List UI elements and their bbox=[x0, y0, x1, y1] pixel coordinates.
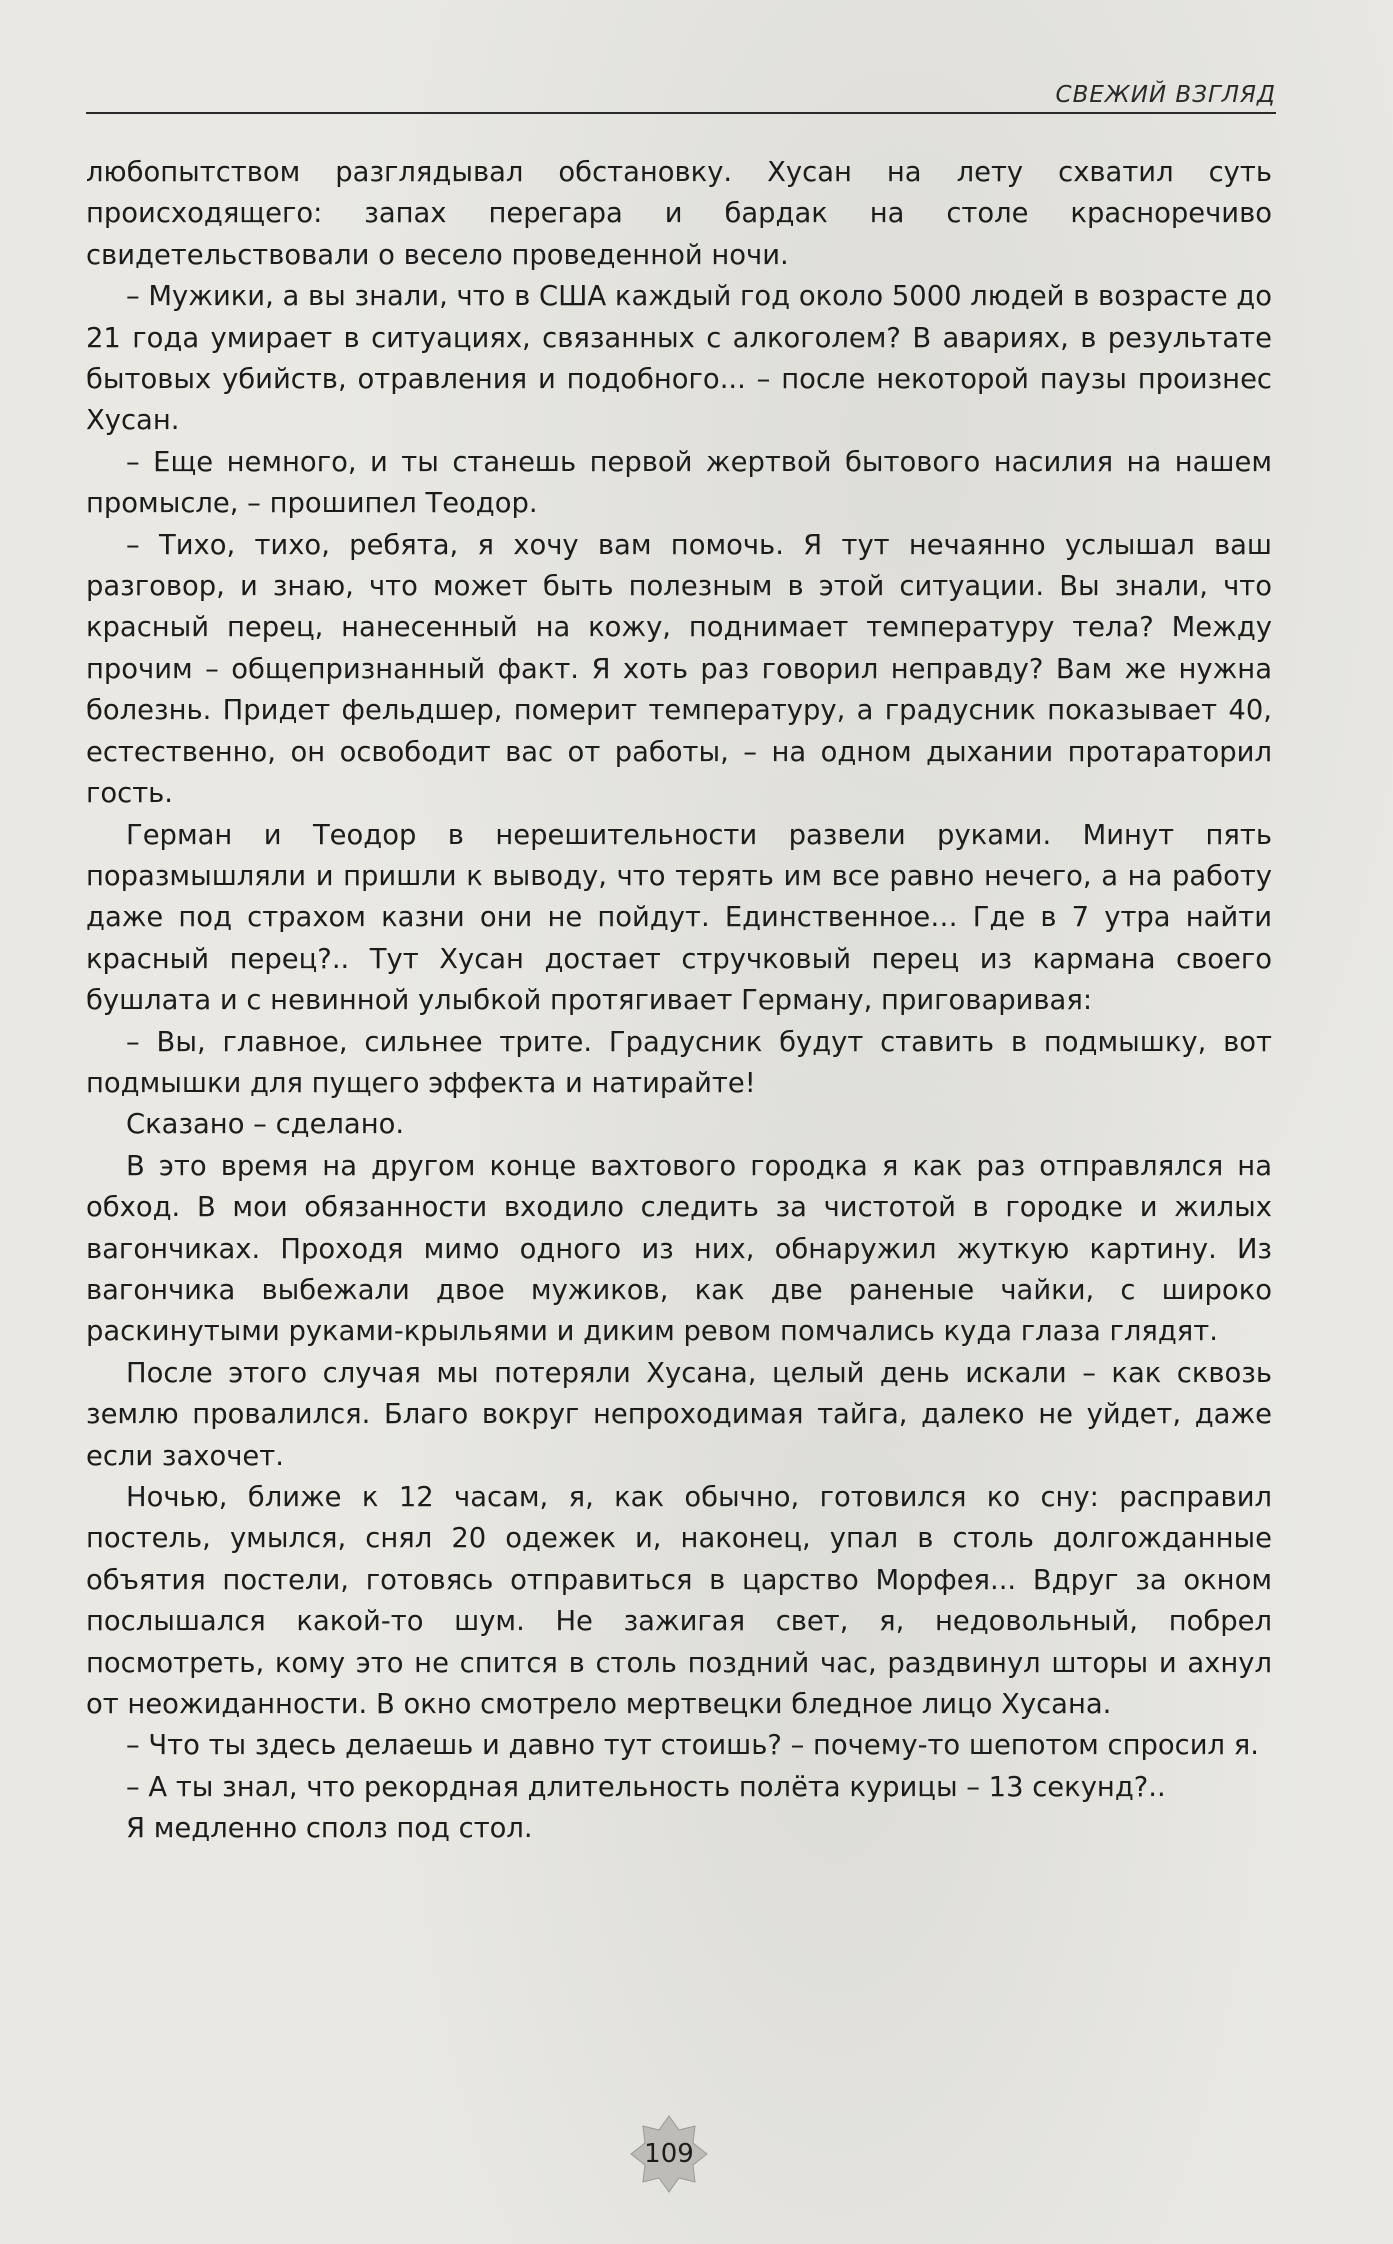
paragraph: любопытством разглядывал обстановку. Хусан на лету схватил суть происходящего: запах перегара и бардак на столе красноречиво свидетельствовали о весело проведенной ночи. bbox=[86, 157, 1272, 271]
paragraph: – Вы, главное, сильнее трите. Градусник будут ставить в подмышку, вот подмышки для пущего эффекта и натирайте! bbox=[86, 1026, 1272, 1099]
paragraph: После этого случая мы потеряли Хусана, целый день искали – как сквозь землю провалился. Благо вокруг непроходимая тайга, далеко не уйдет, даже если захочет. bbox=[86, 1357, 1272, 1472]
paragraph: – Что ты здесь делаешь и давно тут стоишь? – почему-то шепотом спросил я. bbox=[126, 1730, 1259, 1762]
paragraph: – Тихо, тихо, ребята, я хочу вам помочь. Я тут нечаянно услышал ваш разговор, и знаю, что может быть полезным в этой ситуации. Вы знали, что красный перец, нанесенный на кожу, поднимает температуру тела? Между прочим – общепризнанный факт. Я хоть раз говорил неправду? Вам же нужна болезнь. Придет фельдшер, померит температуру, а градусник показывает 40, естественно, он освободит вас от работы, – на одном дыхании протараторил гость. bbox=[86, 529, 1272, 810]
header-rule bbox=[86, 112, 1276, 114]
paragraph: Герман и Теодор в нерешительности развели руками. Минут пять поразмышляли и пришли к выводу, что терять им все равно нечего, а на работу даже под страхом казни они не пойдут. Единственное… Где в 7 утра найти красный перец?.. Тут Хусан достает стручковый перец из кармана своего бушлата и с невинной улыбкой протягивает Герману, приговаривая: bbox=[86, 819, 1272, 1017]
paragraph: – Мужики, а вы знали, что в США каждый год около 5000 людей в возрасте до 21 года умирает в ситуациях, связанных с алкоголем? В авариях, в результате бытовых убийств, отравления и подобного... – после некоторой паузы произнес Хусан. bbox=[86, 281, 1272, 437]
body-text bbox=[86, 152, 1272, 1850]
page-number: 109 bbox=[644, 2139, 694, 2169]
paragraph: В это время на другом конце вахтового городка я как раз отправлялся на обход. В мои обязанности входило следить за чистотой в городке и жилых вагончиках. Проходя мимо одного из них, обнаружил жуткую картину. Из вагончика выбежали двое мужиков, как две раненые чайки, с широко раскинутыми руками-крыльями и диким ревом помчались куда глаза глядят. bbox=[86, 1150, 1272, 1348]
page-number-badge bbox=[629, 2114, 709, 2194]
running-head: СВЕЖИЙ ВЗГЛЯД bbox=[1055, 82, 1276, 108]
paragraph: – Еще немного, и ты станешь первой жертвой бытового насилия на нашем промысле, – прошипел Теодор. bbox=[86, 446, 1272, 520]
paragraph: Я медленно сполз под стол. bbox=[126, 1813, 533, 1845]
paragraph: – А ты знал, что рекордная длительность полёта курицы – 13 секунд?.. bbox=[126, 1771, 1166, 1803]
paragraph: Сказано – сделано. bbox=[126, 1109, 405, 1141]
paragraph: Ночью, ближе к 12 часам, я, как обычно, готовился ко сну: расправил постель, умылся, снял 20 одежек и, наконец, упал в столь долгожданные объятия постели, готовясь отправиться в царство Морфея... Вдруг за окном послышался какой-то шум. Не зажигая свет, я, недовольный, побрел посмотреть, кому это не спится в столь поздний час, раздвинул шторы и ахнул от неожиданности. В окно смотрело мертвецки бледное лицо Хусана. bbox=[86, 1482, 1272, 1721]
